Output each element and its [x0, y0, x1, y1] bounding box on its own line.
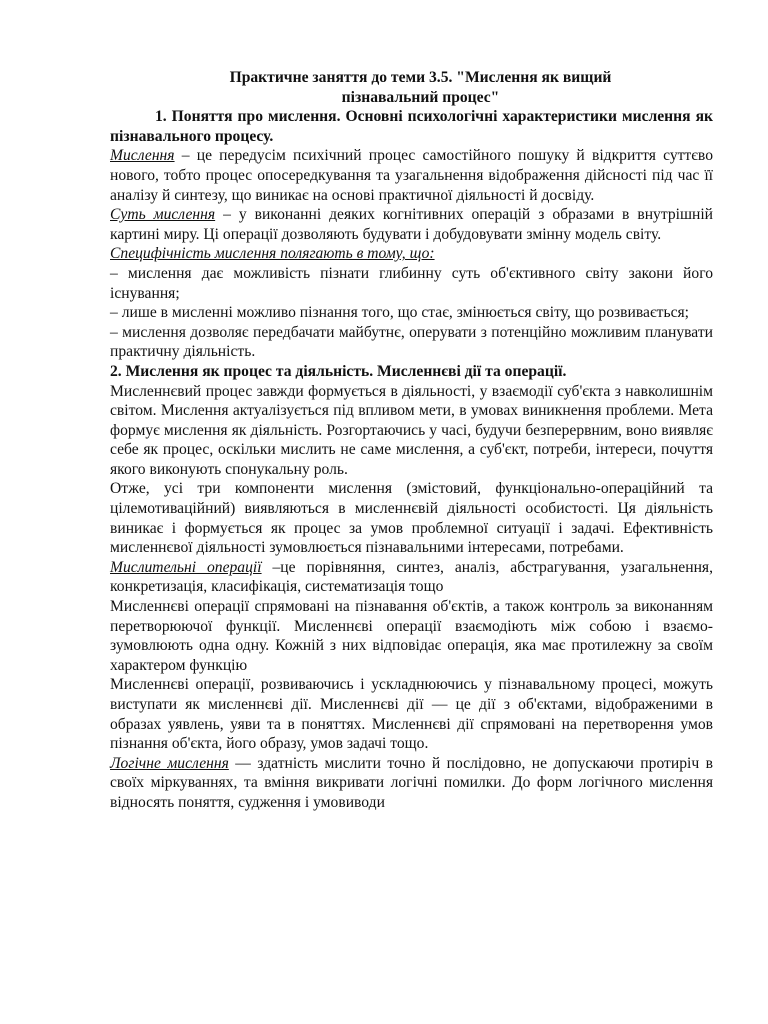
essence-text: – у виконанні деяких когнітивних операцій з образами в внутрішній картині миру. Ці операції дозволяють будувати і добудовувати змінну модель світу. [110, 206, 713, 243]
section-1-heading: 1. Поняття про мислення. Основні психологічні характеристики мислення як пізнавального процесу. [110, 108, 713, 145]
operations-definition [110, 558, 713, 597]
document-page [110, 68, 713, 813]
thinking-essence [110, 205, 713, 244]
components-paragraph: Отже, усі три компоненти мислення (змістовий, функціонально-операційний та цілемотиваційний) виявляються в мисленнєвій діяльності особистості. Ця діяльність виникає і формується як процес за умов проблемної ситуації і задачі. Ефективність мисленнєвої діяльності зумовлюється пізнавальними інтересами, потребами. [110, 480, 713, 557]
essence-term: Суть мислення [110, 206, 216, 224]
logic-term: Логічне мислення [110, 754, 229, 772]
specificity-item: – мислення дає можливість пізнати глибинну суть об'єктивного світу закони його існування; [110, 264, 713, 302]
specificity-item: – лише в мисленні можливо пізнання того, що стає, змінюється світу, що розвивається; [110, 304, 690, 322]
operations-text: –це порівняння, синтез, аналіз, абстрагування, узагальнення, конкретизація, класифікація, систематизація тощо [110, 558, 713, 596]
document-title: Практичне заняття до теми 3.5. "Мислення як вищий пізнавальний процес" [229, 69, 612, 106]
definition-text: – це передусім психічний процес самостійного пошуку й відкриття суттєво нового, тобто процес опосередкування та узагальнення відображення дійсності під час її аналізу й синтезу, що виникає на основі практичної діяльності й досвіду. [110, 147, 713, 204]
definition-term: Мислення [110, 147, 175, 165]
section-2-heading: 2. Мислення як процес та діяльність. Мисленнєві дії та операції. [110, 362, 567, 380]
specificity-heading-text: Специфічність мислення полягають в тому, що: [110, 245, 435, 263]
specificity-item: – мислення дозволяє передбачати майбутнє, оперувати з потенційно можливим планувати практичну діяльність. [110, 323, 713, 361]
operations-term: Мислительні операції [110, 558, 262, 576]
specificity-heading [110, 244, 713, 264]
logic-text: — здатність мислити точно й послідовно, не допускаючи протиріч в своїх міркуваннях, та вміння викривати логічні помилки. До форм логічного мислення відносять поняття, судження і умовиводи [110, 754, 713, 811]
actions-paragraph: Мисленнєві операції, розвиваючись і ускладнюючись у пізнавальному процесі, можуть виступати як мисленнєві дії. Мисленнєві дії — це дії з об'єктами, відображеними в образах уявлень, уяви та в поняттях. Мисленнєві дії спрямовані на перетворення умов пізнання об'єкта, його образу, умов задачі тощо. [110, 676, 713, 753]
thinking-definition [110, 146, 713, 205]
process-paragraph: Мисленнєвий процес завжди формується в діяльності, у взаємодії суб'єкта з навколишнім світом. Мислення актуалізується під впливом мети, в умовах виникнення проблеми. Мета формує мислення як діяльність. Розгортаючись у часі, будучи безперервним, воно виявляє себе як процес, оскільки мислить не саме мислення, а суб'єкт, потреби, інтереси, почуття якого виконують спонукальну роль. [110, 382, 713, 478]
logic-definition [110, 754, 713, 813]
operations-paragraph: Мисленнєві операції спрямовані на пізнавання об'єктів, а також контроль за виконанням перетворюючої функції. Мисленнєві операції взаємодіють між собою і взаємо-зумовлюють одна одну. Кожній з них відповідає операція, яка має протилежну за своїм характером функцію [110, 598, 713, 674]
